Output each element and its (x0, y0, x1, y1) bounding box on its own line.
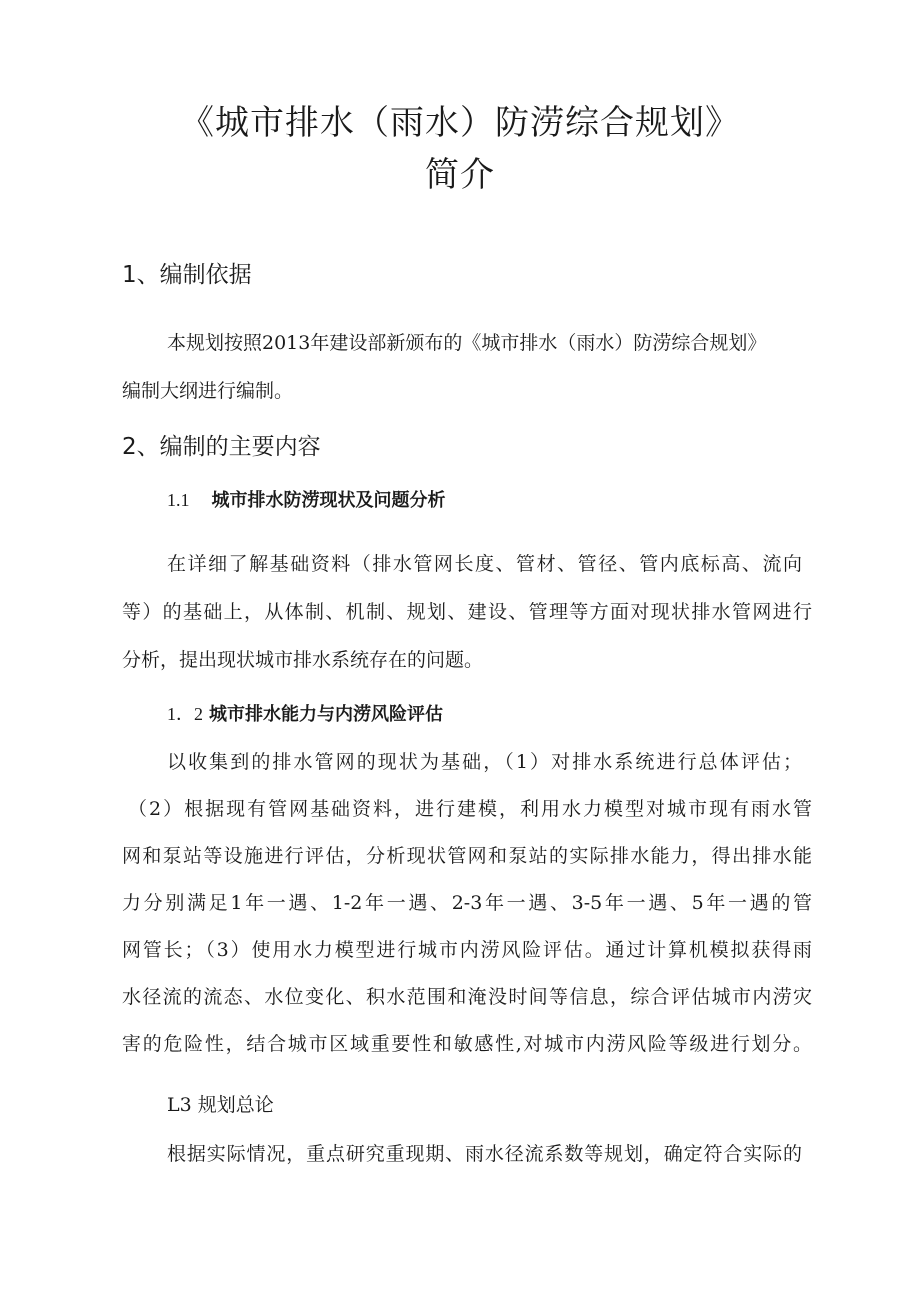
paragraph-line: 网和泵站等设施进行评估，分析现状管网和泵站的实际排水能力，得出排水能 (122, 845, 812, 867)
subsection-number: 1．2 (167, 704, 203, 724)
paragraph-line: 以收集到的排水管网的现状为基础，（1）对排水系统进行总体评估； (167, 751, 802, 773)
paragraph-line: （2）根据现有管网基础资料，进行建模，利用水力模型对城市现有雨水管 (128, 798, 812, 820)
subsection-title: 规划总论 (197, 1094, 274, 1116)
paragraph-line: 分析，提出现状城市排水系统存在的问题。 (122, 649, 484, 671)
paragraph-line: 等）的基础上，从体制、机制、规划、建设、管理等方面对现状排水管网进行 (122, 601, 812, 623)
subsection-number: L3 (167, 1094, 192, 1116)
section-heading-content: 2、编制的主要内容 (122, 434, 321, 460)
paragraph-line: 编制大纲进行编制。 (122, 380, 294, 402)
paragraph-line: 水径流的流态、水位变化、积水范围和淹没时间等信息，综合评估城市内涝灾 (122, 986, 812, 1008)
paragraph-line: 害的危险性，结合城市区域重要性和敏感性,对城市内涝风险等级进行划分。 (122, 1033, 812, 1055)
subsection-heading-1-1 (167, 488, 446, 513)
paragraph-line: 根据实际情况，重点研究重现期、雨水径流系数等规划，确定符合实际的 (167, 1143, 802, 1165)
document-subtitle: 简介 (425, 155, 495, 195)
section-heading-basis: 1、编制依据 (122, 262, 252, 288)
paragraph-line: 力分别满足1年一遇、1-2年一遇、2-3年一遇、3-5年一遇、5年一遇的管 (122, 892, 812, 914)
subsection-title: 城市排水能力与内涝风险评估 (209, 704, 443, 725)
document-title: 《城市排水（雨水）防涝综合规划》 (180, 103, 740, 143)
paragraph-line: 在详细了解基础资料（排水管网长度、管材、管径、管内底标高、流向 (167, 553, 802, 575)
paragraph-line: 本规划按照2013年建设部新颁布的《城市排水（雨水）防涝综合规划》 (167, 332, 767, 354)
subsection-heading-1-2 (167, 702, 443, 727)
subsection-number: 1.1 (167, 490, 190, 510)
subsection-heading-1-3 (167, 1092, 274, 1118)
paragraph-line: 网管长；（3）使用水力模型进行城市内涝风险评估。通过计算机模拟获得雨 (122, 939, 812, 961)
subsection-title: 城市排水防涝现状及问题分析 (211, 490, 446, 511)
